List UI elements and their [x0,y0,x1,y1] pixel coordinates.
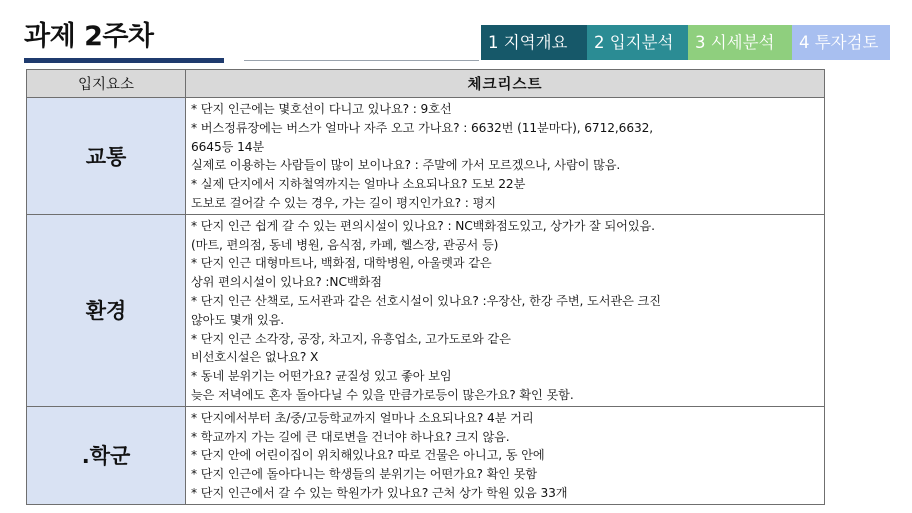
location-checklist-table [26,69,825,505]
checklist-line: 않아도 몇개 있음. [191,312,285,327]
checklist-line: (마트, 편의점, 동네 병원, 음식점, 카페, 헬스장, 관공서 등) [191,237,499,252]
checklist-line: * 단지 안에 어린이집이 위치해있나요? 따로 건물은 아니고, 동 안에 [191,448,545,463]
checklist-line: * 단지 인근 소각장, 공장, 차고지, 유흥업소, 고가도로와 같은 [191,331,511,346]
category-school-district: .학군 [27,406,186,504]
table-row-transport [27,98,825,215]
tab-location-analysis[interactable]: 2 입지분석 [587,25,688,60]
header-checklist: 체크리스트 [186,70,825,98]
category-transport: 교통 [27,98,186,215]
category-environment: 환경 [27,214,186,406]
checklist-line: * 학교까지 가는 길에 큰 대로변을 건너야 하나요? 크지 않음. [191,429,510,444]
header-divider-line [244,60,479,61]
checklist-line: * 단지에서부터 초/중/고등학교까지 얼마나 소요되나요? 4분 거리 [191,410,534,425]
checklist-line: * 단지 인근에 돌아다니는 학생들의 분위기는 어떤가요? 확인 못함 [191,467,538,482]
checklist-line: 6645등 14분 [191,139,265,154]
checklist-environment [186,214,825,406]
checklist-transport [186,98,825,215]
table-row-school [27,406,825,504]
checklist-line: * 동네 분위기는 어떤가요? 균질성 있고 좋아 보임 [191,369,452,384]
checklist-line: 늦은 저녁에도 혼자 돌아다닐 수 있을 만큼가로등이 많은가요? 확인 못함. [191,387,574,402]
checklist-line: 비선호시설은 없나요? X [191,350,319,365]
checklist-line: * 단지 인근 대형마트나, 백화점, 대학병원, 아울렛과 같은 [191,256,492,271]
table-row-environment [27,214,825,406]
checklist-line: * 단지 인근 쉽게 갈 수 있는 편의시설이 있나요? : NC백화점도있고, 상가가 잘 되어있음. [191,218,655,233]
title-underline [24,58,224,63]
checklist-line: * 버스정류장에는 버스가 얼마나 자주 오고 가나요? : 6632번 (11분마다), 6712,6632, [191,120,654,135]
checklist-line: * 단지 인근에서 갈 수 있는 학원가가 있나요? 근처 상가 학원 있음 33개 [191,485,568,500]
table-header-row [27,70,825,98]
header-location-factor: 입지요소 [27,70,186,98]
checklist-line: * 단지 인근에는 몇호선이 다니고 있나요? : 9호선 [191,102,452,116]
page-title: 과제 2주차 [24,21,154,52]
tab-investment-review[interactable]: 4 투자검토 [792,25,890,60]
checklist-line: * 실제 단지에서 지하철역까지는 얼마나 소요되나요? 도보 22분 [191,177,526,192]
checklist-line: 도보로 걸어갈 수 있는 경우, 가는 길이 평지인가요? : 평지 [191,195,496,210]
tab-price-analysis[interactable]: 3 시세분석 [688,25,792,60]
checklist-line: 실제로 이용하는 사람들이 많이 보이나요? : 주말에 가서 모르겠으나, 사람이 많음. [191,158,621,173]
checklist-line: 상위 편의시설이 있나요? :NC백화점 [191,275,382,290]
tab-region-overview[interactable]: 1 지역개요 [481,25,587,60]
step-tabs [481,25,890,60]
checklist-school-district [186,406,825,504]
checklist-line: * 단지 인근 산책로, 도서관과 같은 선호시설이 있나요? :우장산, 한강 주변, 도서관은 크진 [191,293,661,308]
